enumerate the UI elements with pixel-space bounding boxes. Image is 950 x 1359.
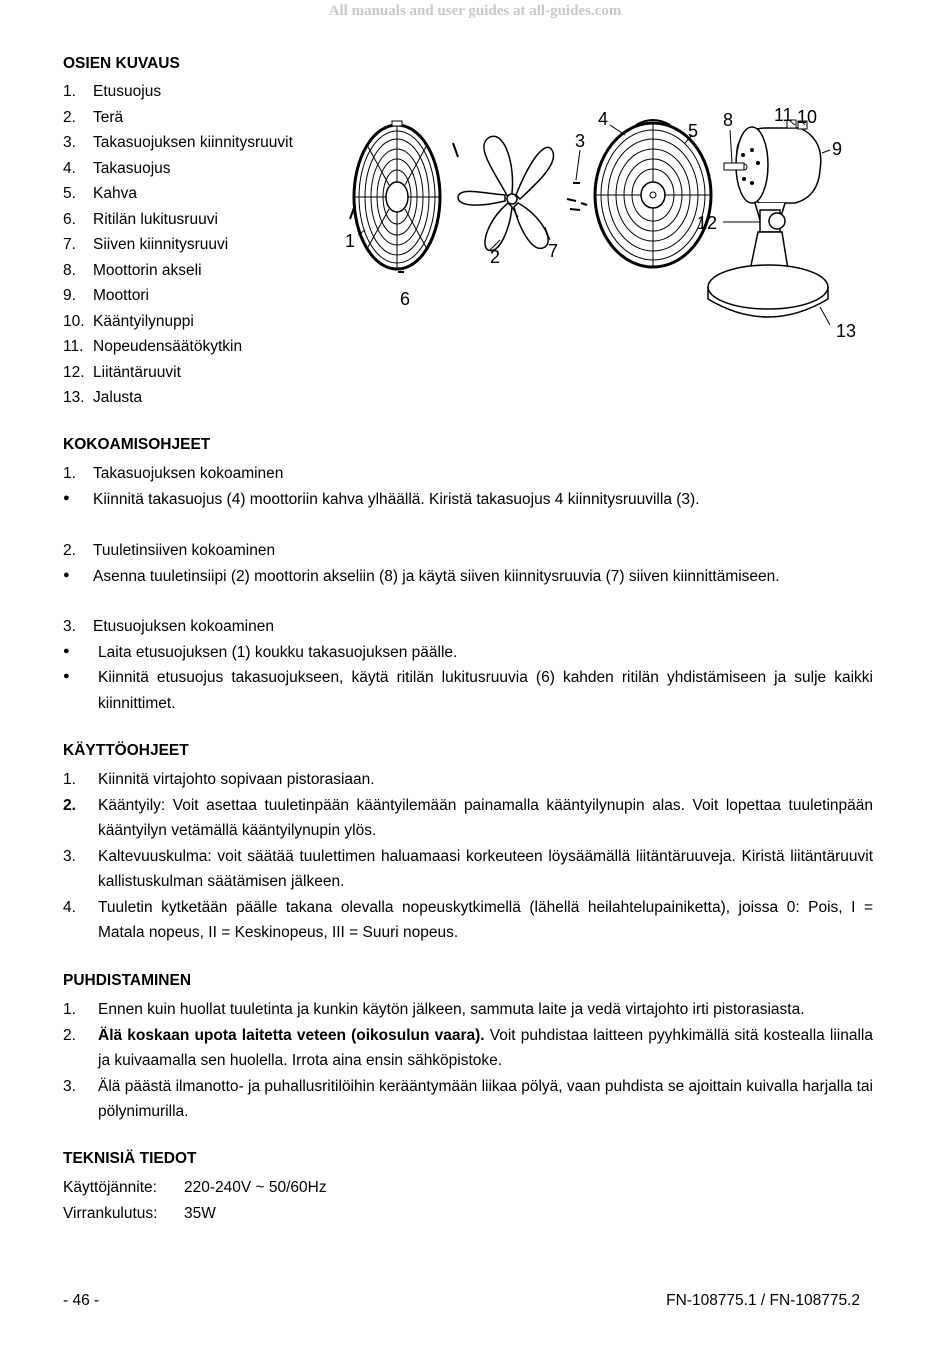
assembly-heading: KOKOAMISOHJEET [63,436,211,453]
item-text: Kaltevuuskulma: voit säätää tuulettimen haluamaasi korkeuteen löysäämällä liitäntäruuveja. Kiristä liitäntäruuvit kallistuskulman säätämisen jälkeen. [98,847,873,890]
assembly-step-1 [63,461,873,512]
item-text: Tuuletin kytketään päälle takana olevalla nopeuskytkimellä (lähellä heilahtelupainiketta), joissa 0: Pois, I = Matala nopeus, II = Keskinopeus, III = Suuri nopeus. [98,898,873,941]
label-12: 12 [697,213,718,233]
assembly-step-2 [63,538,873,589]
label-2: 2 [490,247,501,267]
label-6: 6 [400,289,411,309]
item-label: Moottori [93,287,149,304]
label-1: 1 [345,231,356,251]
label-5: 5 [688,121,699,141]
item-text: Älä päästä ilmanotto- ja puhallusritilöihin kerääntymään liikaa pölyä, vaan puhdista se ajoittain kuivalla harjalla tai pölynimurilla. [98,1077,873,1120]
item-number: 1. [63,83,76,100]
screws-drawing [567,183,587,210]
item-number: 3. [63,134,76,151]
tech-specs [63,1175,873,1226]
parts-list-item [63,181,293,207]
step-title: Etusuojuksen kokoaminen [93,618,274,635]
fan-parts-diagram [340,95,870,355]
item-label: Siiven kiinnitysruuvi [93,236,229,253]
item-label: Ritilän lukitusruuvi [93,210,218,228]
step-bullet: Kiinnitä etusuojus takasuojukseen, käytä ritilän lukitusruuvia (6) kahden ritilän yhdistämiseen ja sulje kaikki kiinnittimet. [98,669,873,712]
usage-list [63,767,873,946]
step-number: 3. [63,618,76,635]
item-number: 6. [63,210,76,228]
parts-heading: OSIEN KUVAUS [63,55,180,72]
step-title: Takasuojuksen kokoaminen [93,465,284,482]
step-bullet: Laita etusuojuksen (1) koukku takasuojuksen päälle. [98,643,458,661]
item-label: Nopeudensäätökytkin [93,338,243,355]
tech-heading: TEKNISIÄ TIEDOT [63,1150,197,1167]
stand-drawing [708,203,828,317]
step-number: 2. [63,542,76,559]
parts-list-item [63,156,293,182]
item-label: Takasuojuksen kiinnitysruuvit [93,134,293,151]
page-number: - 46 - [63,1292,100,1309]
label-10: 10 [797,107,818,127]
parts-list-item [63,309,293,335]
motor-drawing [724,120,821,203]
parts-list-item [63,105,293,131]
usage-item [63,793,873,844]
front-guard-drawing [350,121,458,272]
voltage-label: Käyttöjännite: [63,1179,157,1196]
parts-list-item [63,334,293,360]
label-13: 13 [836,321,857,341]
parts-list-item [63,258,293,284]
item-number: 4. [63,898,76,916]
voltage-value: 220-240V ~ 50/60Hz [184,1179,327,1196]
item-number: 8. [63,261,76,279]
rear-guard-drawing [595,120,711,267]
item-label: Etusuojus [93,83,162,100]
item-text-rest: Voit puhdistaa laitteen pyyhkimällä sitä kostealla liinalla ja kuivaamalla sen huolella. Irrota aina ensin sähköpistoke. [98,1026,873,1069]
item-number: 12. [63,363,85,381]
item-label: Liitäntäruuvit [93,363,181,381]
item-text: Ennen kuin huollat tuuletinta ja kunkin käytön jälkeen, sammuta laite ja vedä virtajohto irti pistorasiasta. [98,1001,805,1018]
parts-list-item [63,232,293,258]
item-number: 2. [63,1026,76,1044]
label-9: 9 [832,139,843,159]
item-number: 9. [63,287,76,304]
power-label: Virrankulutus: [63,1204,158,1222]
label-11: 11 [774,105,793,125]
label-7: 7 [548,241,559,261]
item-label: Kääntyilynuppi [93,312,194,330]
step-number: 1. [63,465,76,482]
blade-drawing [458,136,554,250]
cleaning-heading: PUHDISTAMINEN [63,972,192,989]
bullet-icon: ● [63,491,70,504]
usage-item [63,844,873,895]
power-value: 35W [184,1204,216,1222]
bullet-icon: ● [63,670,70,682]
parts-list-item [63,207,293,233]
item-number: 1. [63,1001,76,1018]
label-4: 4 [598,109,609,129]
item-label: Kahva [93,185,137,202]
step-title: Tuuletinsiiven kokoaminen [93,542,276,559]
item-text: Kääntyily: Voit asettaa tuuletinpään kääntyilemään painamalla kääntyilynupin alas. Voit lopettaa tuuletinpään kääntyilyn vetämällä kääntyilynupin ylös. [98,796,873,839]
item-label: Jalusta [93,389,143,406]
item-number: 4. [63,159,76,177]
parts-list-item [63,79,293,105]
item-number: 7. [63,236,76,253]
parts-list-item [63,360,293,386]
bullet-icon: ● [63,644,70,657]
item-number: 1. [63,771,76,788]
item-text [98,1023,873,1074]
item-text: Kiinnitä virtajohto sopivaan pistorasiaan. [98,771,375,788]
usage-heading: KÄYTTÖOHJEET [63,742,189,759]
item-number: 3. [63,1077,76,1095]
parts-list [63,79,293,411]
model-number: FN-108775.1 / FN-108775.2 [666,1292,860,1309]
parts-list-item [63,130,293,156]
item-number: 3. [63,847,76,865]
parts-list-item [63,385,293,411]
item-label: Moottorin akseli [93,261,202,279]
cleaning-list [63,997,873,1125]
label-3: 3 [575,131,586,151]
item-number: 10. [63,312,85,330]
warning-text: Älä koskaan upota laitetta veteen (oikosulun vaara). [98,1026,485,1044]
item-label: Takasuojus [93,159,171,177]
label-8: 8 [723,110,734,130]
step-bullet: Asenna tuuletinsiipi (2) moottorin akseliin (8) ja käytä siiven kiinnitysruuvia (7) siiven kiinnittämiseen. [93,567,780,585]
step-bullet: Kiinnitä takasuojus (4) moottoriin kahva ylhäällä. Kiristä takasuojus 4 kiinnitysruuvilla (3). [93,490,700,508]
item-number: 11. [63,338,84,355]
item-number: 2. [63,108,76,126]
item-number: 2. [63,796,76,814]
assembly-step-3 [63,614,873,716]
item-label: Terä [93,108,124,126]
item-number: 13. [63,389,85,406]
usage-item [63,767,873,793]
watermark: All manuals and user guides at all-guides.com [328,3,622,19]
parts-list-item [63,283,293,309]
bullet-icon: ● [63,568,70,581]
usage-item [63,895,873,946]
item-number: 5. [63,185,76,202]
